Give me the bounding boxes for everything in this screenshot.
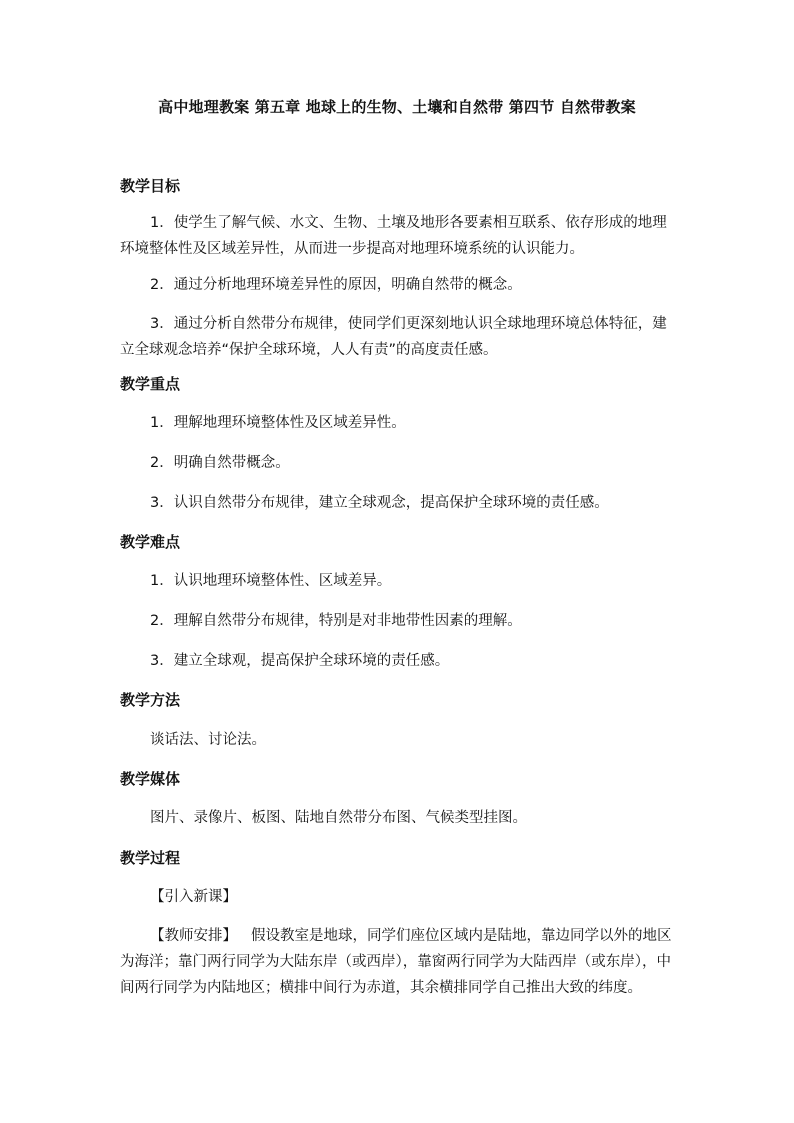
methods-text: 谈话法、讨论法。 — [150, 732, 266, 748]
teacher-tag: 【教师安排】 — [150, 928, 237, 944]
section-heading-difficulties: 教学难点 — [120, 533, 181, 551]
difficulty-item-1: 1．认识地理环境整体性、区域差异。 — [150, 573, 392, 589]
teacher-text: 假设教室是地球，同学们座位区域内是陆地，靠边同学以外的地区为海洋；靠门两行同学为大陆东岸（或西岸），靠窗两行同学为大陆西岸（或东岸），中间两行同学为内陆地区；横排中间行为赤道，其余横排同学自己推出大致的纬度。 — [120, 928, 672, 996]
key-point-item-1: 1．理解地理环境整体性及区域差异性。 — [150, 415, 406, 431]
difficulty-item-2: 2．理解自然带分布规律，特别是对非地带性因素的理解。 — [150, 613, 522, 629]
goal-item-2: 2．通过分析地理环境差异性的原因，明确自然带的概念。 — [150, 277, 522, 293]
intro-tag: 【引入新课】 — [150, 889, 237, 905]
media-text: 图片、录像片、板图、陆地自然带分布图、气候类型挂图。 — [150, 810, 527, 826]
goal-item-3: 3．通过分析自然带分布规律，使同学们更深刻地认识全球地理环境总体特征，建立全球观念培养“保护全球环境，人人有责”的高度责任感。 — [120, 316, 667, 358]
key-point-item-2: 2．明确自然带概念。 — [150, 455, 290, 471]
page-title: 高中地理教案 第五章 地球上的生物、土壤和自然带 第四节 自然带教案 — [158, 98, 636, 116]
teacher-arrangement-paragraph — [120, 923, 680, 1001]
section-heading-media: 教学媒体 — [120, 770, 181, 788]
difficulty-item-3: 3．建立全球观，提高保护全球环境的责任感。 — [150, 653, 450, 669]
section-heading-methods: 教学方法 — [120, 691, 181, 709]
section-heading-key-points: 教学重点 — [120, 375, 181, 393]
key-point-item-3: 3．认识自然带分布规律，建立全球观念，提高保护全球环境的责任感。 — [150, 495, 609, 511]
section-heading-goals: 教学目标 — [120, 177, 181, 195]
goal-item-1: 1．使学生了解气候、水文、生物、土壤及地形各要素相互联系、依存形成的地理环境整体性及区域差异性，从而进一步提高对地理环境系统的认识能力。 — [120, 215, 667, 257]
section-heading-process: 教学过程 — [120, 849, 181, 867]
